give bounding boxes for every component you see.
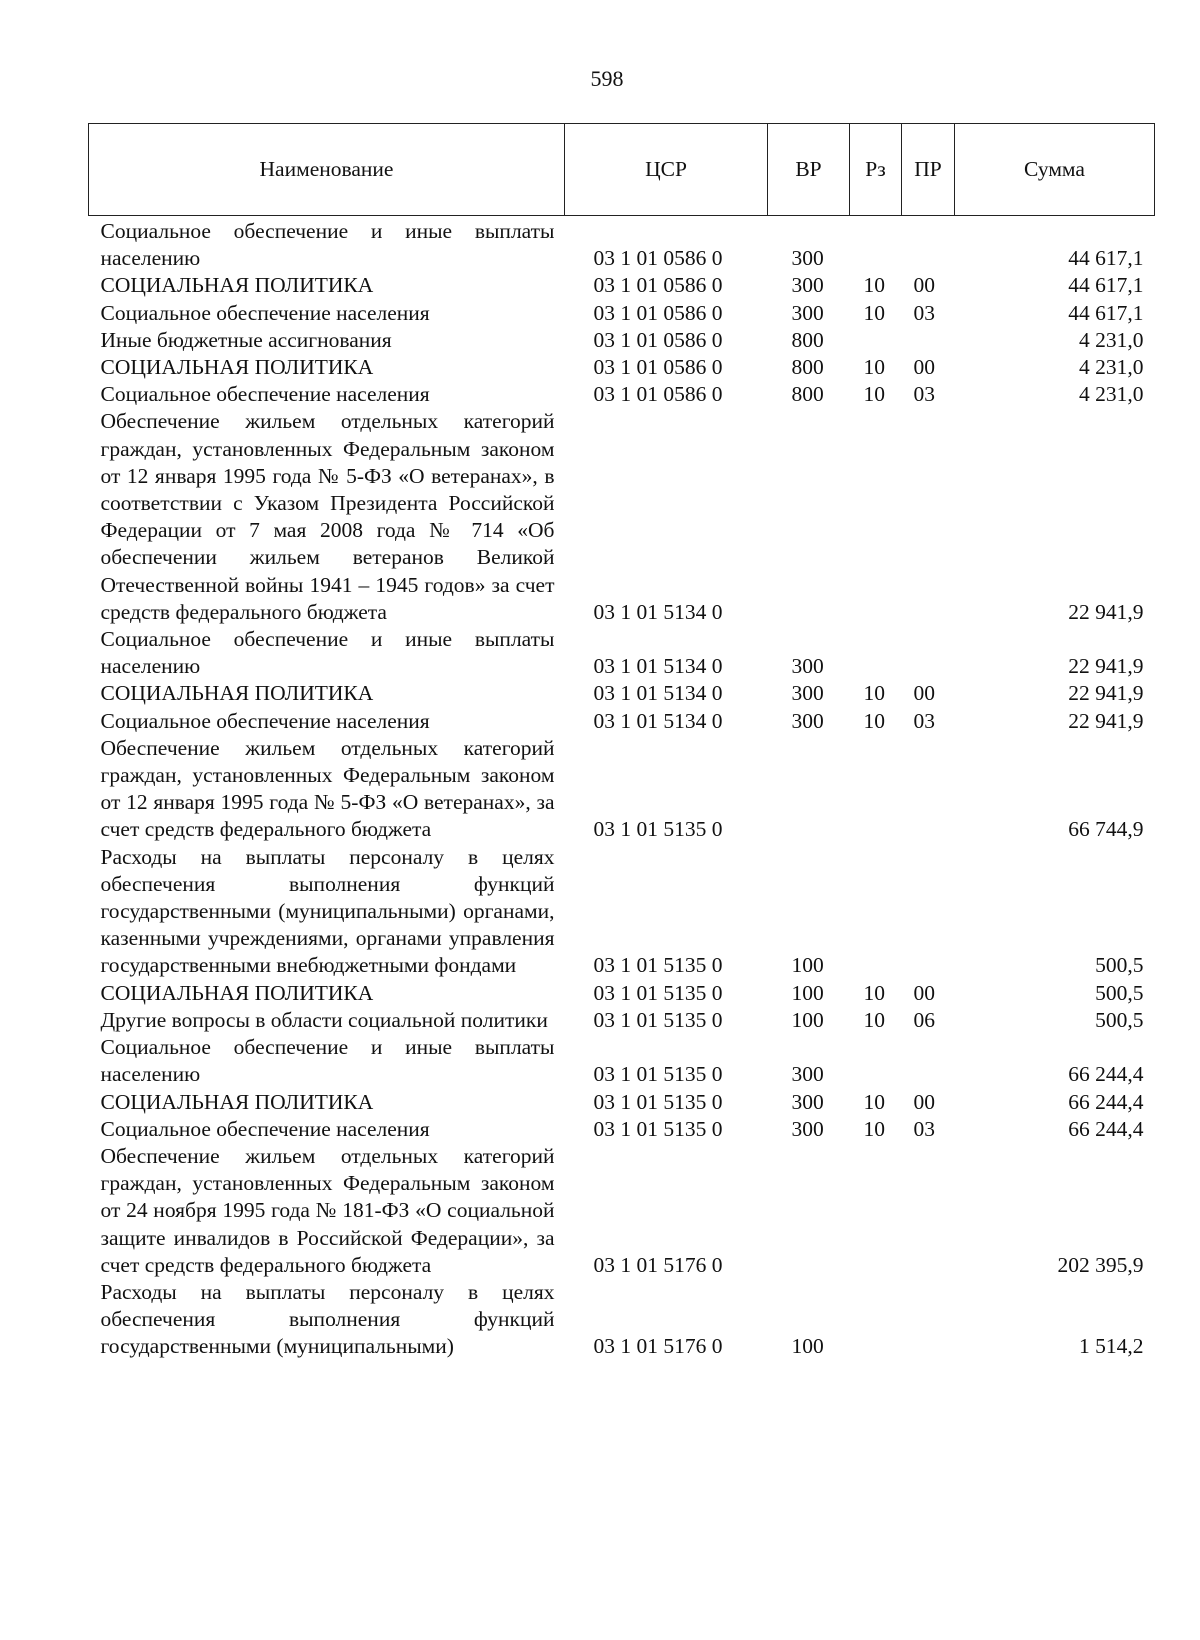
cell-sum: 500,5	[1095, 980, 1144, 1005]
page-number: 598	[590, 66, 624, 91]
cell-vr: 300	[791, 273, 824, 298]
cell-pr	[902, 735, 955, 844]
table-row	[89, 216, 1155, 273]
cell-vr: 800	[791, 327, 824, 352]
cell-pr: 00	[913, 273, 935, 298]
cell-csr: 03 1 01 5134 0	[593, 681, 723, 706]
table-row	[89, 300, 1155, 327]
cell-sum: 66 244,4	[1068, 1062, 1144, 1087]
cell-rz: 10	[863, 681, 885, 706]
cell-csr: 03 1 01 5176 0	[593, 1252, 723, 1277]
table-row	[89, 408, 1155, 626]
cell-name: Другие вопросы в области социальной политики	[100, 1007, 548, 1032]
table-row	[89, 735, 1155, 844]
cell-pr: 00	[913, 355, 935, 380]
cell-rz	[850, 1143, 902, 1279]
table-row	[89, 844, 1155, 980]
table-row	[89, 1007, 1155, 1034]
cell-rz: 10	[863, 355, 885, 380]
cell-pr: 00	[913, 1089, 935, 1114]
cell-pr	[902, 1143, 955, 1279]
cell-rz: 10	[863, 1007, 885, 1032]
cell-csr: 03 1 01 5135 0	[593, 953, 723, 978]
cell-vr: 300	[791, 1116, 824, 1141]
cell-rz: 10	[863, 273, 885, 298]
cell-rz	[850, 216, 902, 273]
cell-name: СОЦИАЛЬНАЯ ПОЛИТИКА	[100, 273, 374, 298]
cell-name: Социальное обеспечение и иные выплаты населению	[100, 219, 555, 271]
cell-name: Социальное обеспечение населения	[100, 708, 430, 733]
cell-csr: 03 1 01 5135 0	[593, 1062, 723, 1087]
cell-csr: 03 1 01 0586 0	[593, 273, 723, 298]
cell-pr: 03	[913, 1116, 935, 1141]
cell-name: Социальное обеспечение населения	[100, 382, 430, 407]
budget-table	[88, 123, 1155, 1361]
cell-name: Социальное обеспечение населения	[100, 300, 430, 325]
cell-rz	[850, 1034, 902, 1088]
table-row	[89, 327, 1155, 354]
cell-csr: 03 1 01 0586 0	[593, 246, 723, 271]
cell-pr: 03	[913, 382, 935, 407]
cell-vr: 300	[791, 708, 824, 733]
cell-name: Социальное обеспечение и иные выплаты населению	[100, 627, 555, 679]
cell-vr: 100	[791, 1334, 824, 1359]
table-row	[89, 1116, 1155, 1143]
cell-pr: 03	[913, 300, 935, 325]
cell-vr: 100	[791, 953, 824, 978]
cell-name: Иные бюджетные ассигнования	[100, 327, 392, 352]
cell-vr: 800	[791, 382, 824, 407]
cell-name: Социальное обеспечение и иные выплаты населению	[100, 1035, 555, 1087]
cell-name: Социальное обеспечение населения	[100, 1116, 430, 1141]
cell-rz	[850, 1279, 902, 1361]
table-row	[89, 1143, 1155, 1279]
cell-csr: 03 1 01 0586 0	[593, 327, 723, 352]
table-row	[89, 1034, 1155, 1088]
cell-sum: 44 617,1	[1068, 300, 1144, 325]
header-sum: Сумма	[955, 124, 1155, 216]
cell-csr: 03 1 01 5135 0	[593, 980, 723, 1005]
cell-name: Обеспечение жильем отдельных категорий граждан, установленных Федеральным законом от 12 января 1995 года № 5-ФЗ «О ветеранах», за счет средств федерального бюджета	[100, 735, 555, 842]
header-name: Наименование	[89, 124, 565, 216]
table-row	[89, 1089, 1155, 1116]
cell-csr: 03 1 01 5134 0	[593, 654, 723, 679]
cell-sum: 4 231,0	[1079, 355, 1144, 380]
cell-vr: 300	[791, 681, 824, 706]
cell-vr	[768, 735, 850, 844]
cell-rz: 10	[863, 1116, 885, 1141]
cell-pr: 03	[913, 708, 935, 733]
cell-pr: 00	[913, 980, 935, 1005]
cell-sum: 1 514,2	[1079, 1334, 1144, 1359]
cell-rz: 10	[863, 708, 885, 733]
cell-vr: 100	[791, 980, 824, 1005]
cell-csr: 03 1 01 5135 0	[593, 817, 723, 842]
table-row	[89, 708, 1155, 735]
cell-rz: 10	[863, 300, 885, 325]
cell-csr: 03 1 01 5134 0	[593, 708, 723, 733]
cell-name: СОЦИАЛЬНАЯ ПОЛИТИКА	[100, 980, 374, 1005]
table-row	[89, 354, 1155, 381]
cell-csr: 03 1 01 5176 0	[593, 1334, 723, 1359]
table-row	[89, 272, 1155, 299]
cell-vr: 300	[791, 300, 824, 325]
cell-rz: 10	[863, 382, 885, 407]
cell-name: СОЦИАЛЬНАЯ ПОЛИТИКА	[100, 355, 374, 380]
cell-vr: 300	[791, 1089, 824, 1114]
cell-rz: 10	[863, 980, 885, 1005]
cell-sum: 4 231,0	[1079, 382, 1144, 407]
cell-pr	[902, 626, 955, 680]
cell-pr	[902, 844, 955, 980]
cell-name: Обеспечение жильем отдельных категорий граждан, установленных Федеральным законом от 12 января 1995 года № 5-ФЗ «О ветеранах», в соответствии с Указом Президента Российской Федерации от 7 мая 2008 года № 714 «Об обеспечении жильем ветеранов Великой Отечественной войны 1941 – 1945 годов» за счет средств федерального бюджета	[100, 409, 555, 624]
header-vr: ВР	[768, 124, 850, 216]
cell-name: Расходы на выплаты персоналу в целях обеспечения выполнения функций государственными (муниципальными)	[100, 1279, 555, 1359]
cell-pr	[902, 408, 955, 626]
table-body	[89, 216, 1155, 1361]
cell-sum: 22 941,9	[1068, 654, 1144, 679]
cell-pr	[902, 1034, 955, 1088]
table-row	[89, 381, 1155, 408]
table-row	[89, 680, 1155, 707]
cell-sum: 22 941,9	[1068, 681, 1144, 706]
cell-vr: 300	[791, 1062, 824, 1087]
cell-name: Обеспечение жильем отдельных категорий граждан, установленных Федеральным законом от 24 ноября 1995 года № 181-ФЗ «О социальной защите инвалидов в Российской Федерации», за счет средств федерального бюджета	[100, 1143, 555, 1277]
cell-pr	[902, 1279, 955, 1361]
header-rz: Рз	[850, 124, 902, 216]
cell-sum: 22 941,9	[1068, 708, 1144, 733]
cell-vr: 800	[791, 355, 824, 380]
cell-csr: 03 1 01 0586 0	[593, 382, 723, 407]
cell-rz	[850, 408, 902, 626]
cell-sum: 500,5	[1095, 953, 1144, 978]
cell-csr: 03 1 01 5134 0	[593, 599, 723, 624]
cell-vr: 100	[791, 1007, 824, 1032]
cell-sum: 44 617,1	[1068, 273, 1144, 298]
cell-rz	[850, 735, 902, 844]
cell-csr: 03 1 01 5135 0	[593, 1007, 723, 1032]
cell-pr: 06	[913, 1007, 935, 1032]
table-row	[89, 980, 1155, 1007]
cell-csr: 03 1 01 0586 0	[593, 300, 723, 325]
cell-csr: 03 1 01 5135 0	[593, 1116, 723, 1141]
cell-vr: 300	[791, 246, 824, 271]
table-row	[89, 1279, 1155, 1361]
cell-sum: 22 941,9	[1068, 599, 1144, 624]
header-pr: ПР	[902, 124, 955, 216]
cell-vr: 300	[791, 654, 824, 679]
cell-rz	[850, 327, 902, 354]
cell-sum: 202 395,9	[1057, 1252, 1144, 1277]
header-csr: ЦСР	[565, 124, 768, 216]
cell-sum: 4 231,0	[1079, 327, 1144, 352]
cell-csr: 03 1 01 0586 0	[593, 355, 723, 380]
cell-name: СОЦИАЛЬНАЯ ПОЛИТИКА	[100, 1089, 374, 1114]
cell-name: СОЦИАЛЬНАЯ ПОЛИТИКА	[100, 681, 374, 706]
cell-sum: 500,5	[1095, 1007, 1144, 1032]
cell-csr: 03 1 01 5135 0	[593, 1089, 723, 1114]
cell-vr	[768, 1143, 850, 1279]
cell-sum: 66 244,4	[1068, 1089, 1144, 1114]
cell-pr: 00	[913, 681, 935, 706]
cell-pr	[902, 327, 955, 354]
cell-sum: 44 617,1	[1068, 246, 1144, 271]
cell-vr	[768, 408, 850, 626]
table-row	[89, 626, 1155, 680]
cell-sum: 66 244,4	[1068, 1116, 1144, 1141]
cell-rz	[850, 844, 902, 980]
cell-rz	[850, 626, 902, 680]
cell-sum: 66 744,9	[1068, 817, 1144, 842]
cell-rz: 10	[863, 1089, 885, 1114]
cell-pr	[902, 216, 955, 273]
table-header-row	[89, 124, 1155, 216]
cell-name: Расходы на выплаты персоналу в целях обеспечения выполнения функций государственными (муниципальными) органами, казенными учреждениями, органами управления государственными внебюджетными фондами	[100, 844, 555, 978]
